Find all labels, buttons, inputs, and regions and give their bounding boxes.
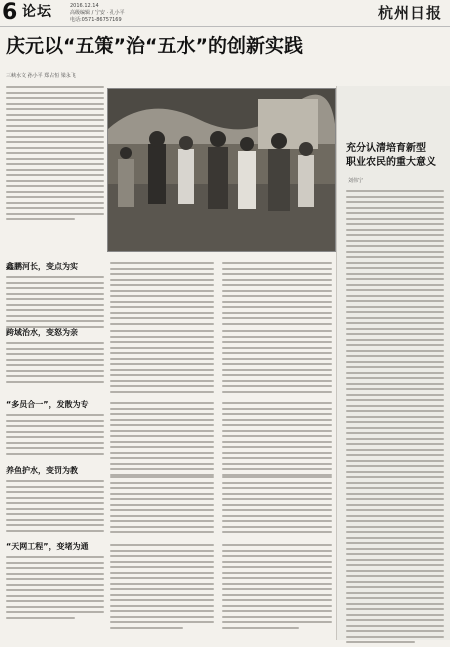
- section-title: 论坛: [22, 4, 52, 20]
- section-2-text-col-3: [222, 330, 332, 396]
- section-5-text-col-3: [222, 544, 332, 632]
- section-2-text-col-2: [110, 330, 214, 396]
- issue-contact: 电话:0571-86757169: [70, 17, 122, 23]
- section-4-text-col-1: [6, 480, 104, 535]
- section-1-text-col-3: [222, 262, 332, 328]
- news-photo: [107, 88, 336, 252]
- subhead-4: 养鱼护水，变罚为教: [6, 466, 78, 475]
- page-number: 6: [2, 0, 18, 25]
- section-5-text-col-2: [110, 544, 214, 632]
- subhead-3: “多员合一”，发散为专: [6, 400, 89, 409]
- section-1-text-col-1: [6, 276, 104, 331]
- sidebar-headline-line-1: 充分认清培育新型: [346, 143, 426, 154]
- page-header: [0, 0, 450, 27]
- lead-paragraph: [6, 86, 104, 224]
- section-3-text-col-1: [6, 414, 104, 458]
- news-photo-image: [108, 89, 335, 251]
- issue-editors: 高级编辑 / 宁安 · 孔小平: [70, 10, 125, 16]
- section-2-text-col-1: [6, 342, 104, 386]
- section-5-text-col-1: [6, 556, 104, 622]
- section-4-text-col-3: [222, 476, 332, 537]
- section-3-text-col-2: [110, 402, 214, 479]
- issue-meta: [70, 3, 125, 24]
- section-4-text-col-2: [110, 476, 214, 537]
- subhead-5: “天网工程”，变堵为通: [6, 542, 89, 551]
- byline: 三峡水文 孙小平 郑占恒 梁永飞: [6, 73, 76, 79]
- sidebar-headline-line-2: 职业农民的重大意义: [346, 157, 436, 168]
- section-3-text-col-3: [222, 402, 332, 479]
- sidebar-text: [346, 190, 444, 647]
- subhead-2: 跨域治水，变怒为亲: [6, 328, 78, 337]
- subhead-1: 鑫鹏河长，变点为实: [6, 262, 78, 271]
- sidebar-headline: [346, 142, 436, 170]
- sidebar-author: 刘伟宁: [348, 178, 364, 184]
- masthead-logo: 杭州日报: [377, 4, 442, 22]
- section-1-text-col-2: [110, 262, 214, 328]
- issue-date: 2016.12.14: [70, 3, 99, 9]
- main-headline: 庆元以“五策”治“五水”的创新实践: [6, 35, 303, 57]
